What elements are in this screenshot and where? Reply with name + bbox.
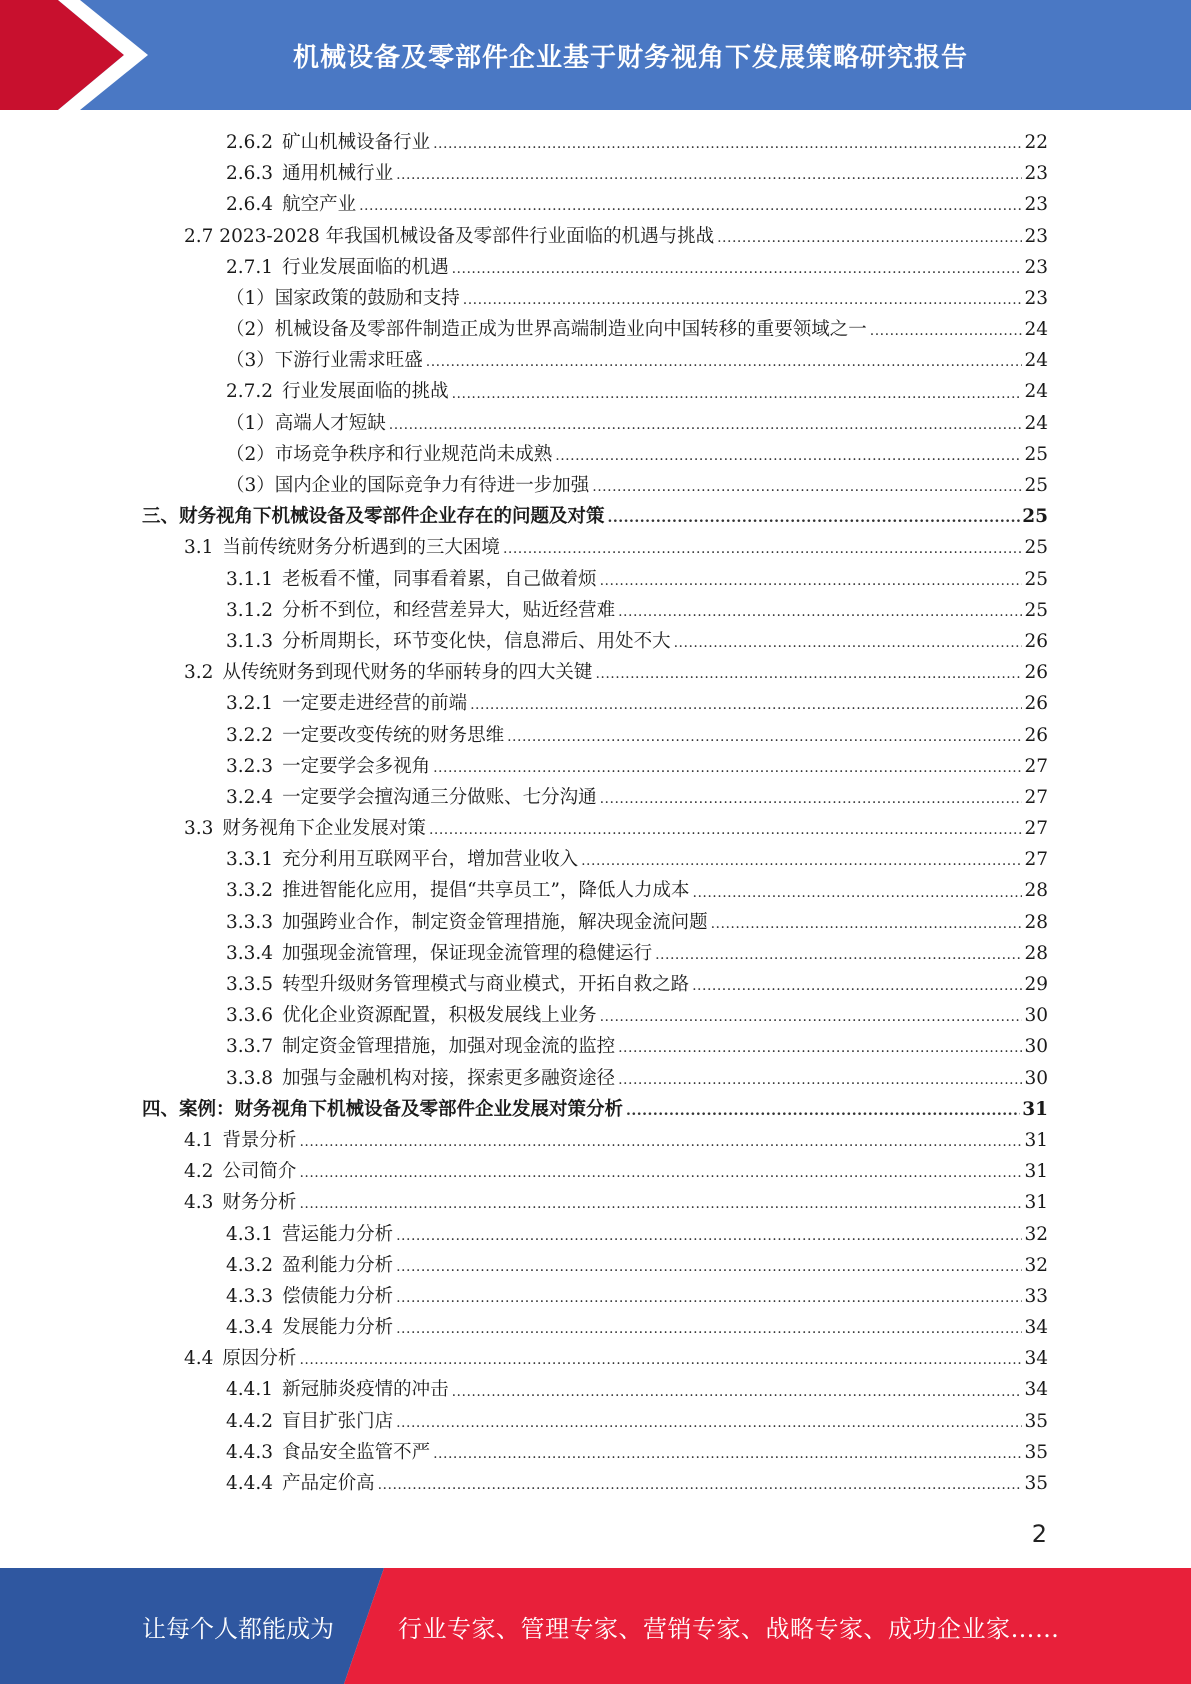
toc-dot-leader xyxy=(396,1219,1022,1250)
toc-entry-number: 2.7.1 xyxy=(226,256,274,278)
toc-dot-leader xyxy=(692,969,1022,1000)
toc-entry-number: 3.1 xyxy=(184,537,214,559)
toc-entry[interactable] xyxy=(142,283,1048,314)
toc-entry-label: 矿山机械设备行业 xyxy=(282,131,431,153)
toc-entry-label: 盈利能力分析 xyxy=(282,1254,394,1276)
toc-entry-page: 24 xyxy=(1024,319,1048,341)
toc-entry[interactable] xyxy=(142,657,1048,688)
toc-entry[interactable] xyxy=(142,626,1048,657)
toc-entry-page: 34 xyxy=(1024,1348,1048,1370)
toc-entry[interactable] xyxy=(142,1406,1048,1437)
toc-dot-leader xyxy=(581,844,1022,875)
toc-entry[interactable] xyxy=(142,1468,1048,1499)
toc-dot-leader xyxy=(426,345,1022,376)
toc-entry[interactable] xyxy=(142,314,1048,345)
toc-entry-page: 26 xyxy=(1024,630,1048,652)
toc-entry[interactable] xyxy=(142,564,1048,595)
toc-entry-label: 财务视角下企业发展对策 xyxy=(222,818,426,840)
toc-dot-leader xyxy=(555,439,1022,470)
toc-entry[interactable] xyxy=(142,345,1048,376)
toc-entry-number: 2.7.2 xyxy=(226,381,274,403)
toc-entry-page: 30 xyxy=(1024,1067,1048,1089)
toc-entry-label: 当前传统财务分析遇到的三大困境 xyxy=(222,537,500,559)
toc-dot-leader xyxy=(396,1406,1022,1437)
toc-entry[interactable] xyxy=(142,221,1048,252)
toc-entry[interactable] xyxy=(142,720,1048,751)
toc-entry-label: 行业发展面临的挑战 xyxy=(282,381,449,403)
toc-entry-label: 加强跨业合作，制定资金管理措施，解决现金流问题 xyxy=(282,911,708,933)
toc-entry-number: 4.4.2 xyxy=(226,1410,274,1432)
toc-dot-leader xyxy=(608,501,1021,532)
toc-dot-leader xyxy=(618,595,1022,626)
toc-entry-number: 3.1.3 xyxy=(226,630,274,652)
toc-entry-label: 偿债能力分析 xyxy=(282,1285,394,1307)
toc-dot-leader xyxy=(299,1187,1022,1218)
toc-entry-label: （1）国家政策的鼓励和支持 xyxy=(226,287,460,309)
toc-entry-number: 3.3.2 xyxy=(226,880,274,902)
toc-entry-label: （2）市场竞争秩序和行业规范尚未成熟 xyxy=(226,443,553,465)
toc-dot-leader xyxy=(618,1063,1022,1094)
toc-entry-page: 24 xyxy=(1024,350,1048,372)
toc-dot-leader xyxy=(396,1250,1022,1281)
toc-entry[interactable] xyxy=(142,1094,1048,1125)
toc-entry-label: 盲目扩张门店 xyxy=(282,1410,394,1432)
toc-entry-label: 优化企业资源配置，积极发展线上业务 xyxy=(282,1005,597,1027)
toc-entry-label: （2）机械设备及零部件制造正成为世界高端制造业向中国转移的重要领域之一 xyxy=(226,319,867,341)
toc-dot-leader xyxy=(389,408,1022,439)
toc-entry-number: 4.3.2 xyxy=(226,1254,274,1276)
toc-entry-number: 3.2.4 xyxy=(226,786,274,808)
toc-entry-number: 4.4.4 xyxy=(226,1473,274,1495)
toc-entry[interactable] xyxy=(142,1312,1048,1343)
toc-dot-leader xyxy=(299,1156,1022,1187)
toc-dot-leader xyxy=(626,1094,1020,1125)
toc-entry-number: 2.6.4 xyxy=(226,194,274,216)
toc-entry-page: 33 xyxy=(1024,1285,1048,1307)
toc-entry-number: 3.3.7 xyxy=(226,1036,274,1058)
toc-entry-number: 3.2.3 xyxy=(226,755,274,777)
toc-dot-leader xyxy=(396,1281,1022,1312)
toc-dot-leader xyxy=(378,1468,1022,1499)
toc-dot-leader xyxy=(693,876,1023,907)
toc-entry-label: 公司简介 xyxy=(222,1161,297,1183)
toc-entry[interactable] xyxy=(142,1375,1048,1406)
toc-entry-number: 2.6.2 xyxy=(226,131,274,153)
toc-entry[interactable] xyxy=(142,1343,1048,1374)
toc-entry[interactable] xyxy=(142,1031,1048,1062)
toc-entry-number: 4.4.1 xyxy=(226,1379,274,1401)
toc-entry-page: 31 xyxy=(1022,1098,1048,1120)
toc-entry-number: 3.1.1 xyxy=(226,568,274,590)
toc-entry-label: 原因分析 xyxy=(222,1348,297,1370)
toc-dot-leader xyxy=(595,657,1022,688)
toc-entry-page: 26 xyxy=(1024,662,1048,684)
header-arrow-decoration xyxy=(0,0,160,110)
toc-entry-number: 4.3.4 xyxy=(226,1317,274,1339)
toc-entry-page: 31 xyxy=(1024,1161,1048,1183)
page-number: 2 xyxy=(1031,1520,1047,1548)
toc-dot-leader xyxy=(429,813,1022,844)
toc-entry[interactable] xyxy=(142,1437,1048,1468)
toc-entry-page: 28 xyxy=(1024,911,1048,933)
toc-entry-label: 老板看不懂，同事看着累，自己做着烦 xyxy=(282,568,597,590)
toc-entry[interactable] xyxy=(142,1219,1048,1250)
toc-entry-number: 3.3.6 xyxy=(226,1005,274,1027)
toc-entry-number: 4.3.1 xyxy=(226,1223,274,1245)
toc-dot-leader xyxy=(299,1343,1022,1374)
toc-entry-page: 29 xyxy=(1024,974,1048,996)
toc-entry-page: 34 xyxy=(1024,1379,1048,1401)
toc-dot-leader xyxy=(452,377,1022,408)
toc-entry[interactable] xyxy=(142,1063,1048,1094)
toc-entry-page: 25 xyxy=(1024,599,1048,621)
toc-entry[interactable] xyxy=(142,907,1048,938)
toc-entry-page: 32 xyxy=(1024,1254,1048,1276)
toc-entry-page: 27 xyxy=(1024,818,1048,840)
toc-entry[interactable] xyxy=(142,751,1048,782)
toc-entry[interactable] xyxy=(142,408,1048,439)
toc-dot-leader xyxy=(470,688,1022,719)
toc-entry-page: 25 xyxy=(1024,568,1048,590)
toc-entry-label: 航空产业 xyxy=(282,194,357,216)
toc-entry-label: 制定资金管理措施，加强对现金流的监控 xyxy=(282,1036,616,1058)
toc-dot-leader xyxy=(299,1125,1022,1156)
toc-entry[interactable] xyxy=(142,189,1048,220)
toc-entry-label: 分析不到位，和经营差异大，贴近经营难 xyxy=(282,599,616,621)
toc-entry[interactable] xyxy=(142,1281,1048,1312)
toc-entry-number: 3.3.8 xyxy=(226,1067,274,1089)
toc-entry-page: 27 xyxy=(1024,786,1048,808)
toc-dot-leader xyxy=(433,751,1022,782)
toc-dot-leader xyxy=(463,283,1022,314)
toc-dot-leader xyxy=(507,720,1022,751)
toc-entry-page: 22 xyxy=(1024,131,1048,153)
toc-dot-leader xyxy=(452,252,1022,283)
toc-dot-leader xyxy=(870,314,1022,345)
toc-entry[interactable] xyxy=(142,813,1048,844)
toc-dot-leader xyxy=(600,564,1022,595)
toc-entry[interactable] xyxy=(142,1187,1048,1218)
toc-entry-label: 新冠肺炎疫情的冲击 xyxy=(282,1379,449,1401)
toc-dot-leader xyxy=(618,1031,1022,1062)
toc-entry-number: 3.3.3 xyxy=(226,911,274,933)
toc-dot-leader xyxy=(452,1375,1022,1406)
toc-entry-page: 35 xyxy=(1024,1473,1048,1495)
table-of-contents xyxy=(142,127,1048,1499)
toc-entry-page: 31 xyxy=(1024,1129,1048,1151)
toc-entry[interactable] xyxy=(142,439,1048,470)
page-footer xyxy=(0,1568,1191,1684)
toc-entry-label: （1）高端人才短缺 xyxy=(226,412,386,434)
toc-entry-page: 25 xyxy=(1024,475,1048,497)
toc-entry-label: 食品安全监管不严 xyxy=(282,1441,431,1463)
toc-entry[interactable] xyxy=(142,1000,1048,1031)
toc-entry-page: 23 xyxy=(1024,194,1048,216)
toc-entry[interactable] xyxy=(142,470,1048,501)
toc-entry-label: 分析周期长，环节变化快，信息滞后、用处不大 xyxy=(282,630,671,652)
toc-entry-label: 一定要走进经营的前端 xyxy=(282,693,468,715)
toc-entry-label: 加强与金融机构对接，探索更多融资途径 xyxy=(282,1067,616,1089)
toc-entry-label: 一定要改变传统的财务思维 xyxy=(282,724,505,746)
toc-entry-label: 推进智能化应用，提倡“共享员工”，降低人力成本 xyxy=(282,880,690,902)
toc-entry-number: 3.1.2 xyxy=(226,599,274,621)
toc-dot-leader xyxy=(592,470,1022,501)
toc-dot-leader xyxy=(359,189,1022,220)
toc-entry-page: 27 xyxy=(1024,849,1048,871)
toc-entry[interactable] xyxy=(142,844,1048,875)
report-title: 机械设备及零部件企业基于财务视角下发展策略研究报告 xyxy=(292,42,968,73)
toc-entry-page: 30 xyxy=(1024,1036,1048,1058)
toc-entry[interactable] xyxy=(142,938,1048,969)
toc-entry-page: 26 xyxy=(1024,693,1048,715)
toc-entry-number: 4.3 xyxy=(184,1192,214,1214)
toc-entry-page: 34 xyxy=(1024,1317,1048,1339)
toc-dot-leader xyxy=(503,532,1022,563)
toc-entry-page: 23 xyxy=(1024,287,1048,309)
toc-entry-label: 产品定价高 xyxy=(282,1473,375,1495)
toc-entry-number: 3.2.2 xyxy=(226,724,274,746)
toc-entry-label: 从传统财务到现代财务的华丽转身的四大关键 xyxy=(222,662,593,684)
toc-entry-page: 25 xyxy=(1024,537,1048,559)
toc-entry-label: 三、财务视角下机械设备及零部件企业存在的问题及对策 xyxy=(142,506,605,528)
toc-entry-label: 四、案例：财务视角下机械设备及零部件企业发展对策分析 xyxy=(142,1098,624,1120)
toc-entry[interactable] xyxy=(142,501,1048,532)
toc-entry-page: 23 xyxy=(1024,256,1048,278)
toc-entry[interactable] xyxy=(142,532,1048,563)
toc-dot-leader xyxy=(396,1312,1022,1343)
toc-entry-label: 财务分析 xyxy=(222,1192,297,1214)
toc-entry[interactable] xyxy=(142,1125,1048,1156)
toc-entry-label: 2.7 2023-2028 年我国机械设备及零部件行业面临的机遇与挑战 xyxy=(184,225,715,247)
toc-entry[interactable] xyxy=(142,782,1048,813)
toc-entry-label: 转型升级财务管理模式与商业模式，开拓自救之路 xyxy=(282,974,690,996)
toc-entry-number: 4.4 xyxy=(184,1348,214,1370)
toc-entry[interactable] xyxy=(142,1250,1048,1281)
toc-entry-page: 27 xyxy=(1024,755,1048,777)
toc-dot-leader xyxy=(674,626,1022,657)
toc-entry[interactable] xyxy=(142,688,1048,719)
toc-entry[interactable] xyxy=(142,377,1048,408)
toc-entry[interactable] xyxy=(142,969,1048,1000)
toc-entry[interactable] xyxy=(142,1156,1048,1187)
toc-entry-number: 4.3.3 xyxy=(226,1285,274,1307)
toc-entry[interactable] xyxy=(142,876,1048,907)
toc-entry-label: 一定要学会擅沟通三分做账、七分沟通 xyxy=(282,786,597,808)
footer-slogan-left: 让每个人都能成为 xyxy=(142,1614,334,1643)
footer-slogan-right: 行业专家、管理专家、营销专家、战略专家、成功企业家…… xyxy=(398,1614,1060,1643)
toc-dot-leader xyxy=(396,158,1022,189)
toc-entry-page: 23 xyxy=(1024,163,1048,185)
toc-entry-number: 4.1 xyxy=(184,1129,214,1151)
toc-entry-page: 30 xyxy=(1024,1005,1048,1027)
toc-entry[interactable] xyxy=(142,158,1048,189)
toc-entry-number: 3.2.1 xyxy=(226,693,274,715)
toc-entry-label: 发展能力分析 xyxy=(282,1317,394,1339)
toc-entry-label: 背景分析 xyxy=(222,1129,297,1151)
toc-dot-leader xyxy=(433,127,1022,158)
toc-dot-leader xyxy=(600,782,1022,813)
toc-entry-label: （3）下游行业需求旺盛 xyxy=(226,350,423,372)
toc-entry[interactable] xyxy=(142,127,1048,158)
toc-entry-page: 32 xyxy=(1024,1223,1048,1245)
toc-entry-page: 28 xyxy=(1024,942,1048,964)
toc-entry-page: 25 xyxy=(1024,443,1048,465)
toc-entry-label: 通用机械行业 xyxy=(282,163,394,185)
toc-entry-page: 23 xyxy=(1024,225,1048,247)
toc-dot-leader xyxy=(711,907,1022,938)
toc-entry-number: 4.2 xyxy=(184,1161,214,1183)
toc-entry-label: 营运能力分析 xyxy=(282,1223,394,1245)
toc-entry[interactable] xyxy=(142,595,1048,626)
toc-entry-number: 3.2 xyxy=(184,662,214,684)
toc-dot-leader xyxy=(717,221,1022,252)
toc-entry-number: 2.6.3 xyxy=(226,163,274,185)
toc-entry-number: 4.4.3 xyxy=(226,1441,274,1463)
toc-entry-page: 24 xyxy=(1024,381,1048,403)
toc-entry-label: （3）国内企业的国际竞争力有待进一步加强 xyxy=(226,475,590,497)
toc-entry-label: 行业发展面临的机遇 xyxy=(282,256,449,278)
page-header xyxy=(0,0,1191,110)
toc-entry-page: 35 xyxy=(1024,1441,1048,1463)
toc-dot-leader xyxy=(600,1000,1022,1031)
toc-entry-page: 28 xyxy=(1024,880,1048,902)
toc-entry-page: 35 xyxy=(1024,1410,1048,1432)
toc-entry-page: 31 xyxy=(1024,1192,1048,1214)
toc-dot-leader xyxy=(433,1437,1022,1468)
toc-entry-page: 25 xyxy=(1022,506,1048,528)
toc-entry-label: 充分利用互联网平台，增加营业收入 xyxy=(282,849,579,871)
toc-entry[interactable] xyxy=(142,252,1048,283)
toc-entry-label: 加强现金流管理，保证现金流管理的稳健运行 xyxy=(282,942,653,964)
toc-entry-number: 3.3.4 xyxy=(226,942,274,964)
toc-entry-page: 24 xyxy=(1024,412,1048,434)
toc-entry-number: 3.3.5 xyxy=(226,974,274,996)
toc-entry-page: 26 xyxy=(1024,724,1048,746)
toc-dot-leader xyxy=(655,938,1022,969)
toc-entry-number: 3.3.1 xyxy=(226,849,274,871)
toc-entry-label: 一定要学会多视角 xyxy=(282,755,431,777)
toc-entry-number: 3.3 xyxy=(184,818,214,840)
